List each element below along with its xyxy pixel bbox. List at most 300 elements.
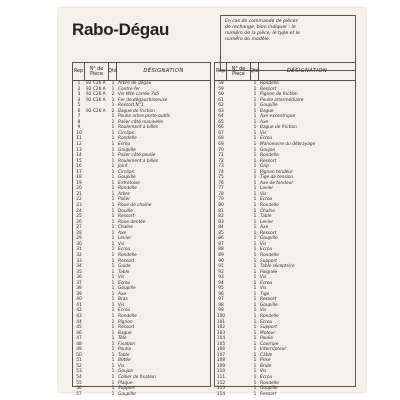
row-designation: Goupille: [260, 103, 278, 109]
header-ref: N° de Pièce: [85, 63, 109, 80]
row-designation: Rondelle: [260, 81, 279, 86]
row-designation: Vis: [118, 363, 125, 369]
row-qty: 1: [111, 275, 115, 281]
row-designation: Goujon: [260, 147, 276, 153]
row-qty: 1: [253, 247, 257, 253]
row-ref: 92 C26 A: [86, 108, 106, 114]
row-qty: 1: [253, 291, 257, 297]
header-rep: Rep: [215, 63, 227, 80]
row-qty: 1: [111, 319, 115, 325]
row-qty: 1: [253, 114, 257, 120]
row-qty: 1: [253, 186, 257, 192]
row-rep: 79: [218, 197, 224, 203]
row-rep: 29: [76, 236, 82, 242]
row-ref: [85, 392, 109, 398]
row-rep: 37: [76, 280, 82, 286]
row-rep: 33: [76, 258, 82, 264]
row-rep: 94: [218, 280, 224, 286]
row-rep: 28: [76, 230, 82, 236]
header-qty: Qté: [109, 63, 117, 80]
row-rep: 7: [77, 114, 81, 120]
row-designation: Rondelle: [260, 203, 279, 209]
row-qty: 1: [111, 103, 115, 109]
row-rep: 36: [76, 275, 82, 281]
row-rep: 44: [76, 319, 82, 325]
row-qty: 1: [111, 286, 115, 292]
row-designation: Vis: [260, 191, 267, 197]
row-qty: 1: [253, 363, 257, 369]
row-designation: Moteur: [260, 330, 276, 336]
row-rep: 96: [218, 291, 224, 297]
row-qty: 1: [111, 302, 115, 308]
row-designation: Goupille: [260, 236, 278, 242]
row-qty: 1: [253, 308, 257, 314]
row-rep: 111: [216, 374, 226, 380]
row-rep: 85: [218, 230, 224, 236]
row-rep: 102: [216, 325, 226, 331]
row-qty: 1: [111, 352, 115, 358]
row-qty: 1: [111, 119, 115, 125]
row-rep: 87: [218, 241, 224, 247]
row-ref: 92 C26 A: [86, 97, 106, 103]
row-designation: Levier: [118, 236, 132, 242]
row-rep: 58: [218, 81, 224, 86]
row-designation: Rondelle: [118, 186, 137, 192]
row-designation: Pignon tendeur: [260, 169, 293, 175]
header-rep: Rep: [73, 63, 85, 80]
row-rep: 22: [76, 197, 82, 203]
row-designation: Support: [118, 386, 135, 392]
row-rep: 31: [76, 247, 82, 253]
row-qty: 1: [253, 358, 257, 364]
row-rep: 39: [76, 291, 82, 297]
row-rep: 16: [76, 164, 82, 170]
row-rep: 5: [77, 103, 81, 109]
row-rep: 1: [77, 81, 81, 86]
header-designation: DÉSIGNATION: [143, 68, 184, 74]
row-rep: 97: [218, 297, 224, 303]
row-rep: 24: [76, 208, 82, 214]
row-designation: Roulement à billes: [118, 158, 158, 164]
row-designation: Palier côté manivelle: [118, 119, 164, 125]
row-qty: 1: [111, 158, 115, 164]
row-designation: Pignon de friction: [260, 92, 298, 98]
row-rep: 9: [77, 125, 81, 131]
row-qty: 1: [111, 374, 115, 380]
row-designation: Ressort: [118, 325, 135, 331]
row-qty: 1: [111, 230, 115, 236]
row-qty: 1: [111, 363, 115, 369]
row-designation: Joint: [118, 164, 128, 170]
row-designation: Axe de tendeur: [260, 180, 294, 186]
row-designation: Ecrou: [260, 247, 273, 253]
row-rep: 112: [216, 380, 226, 386]
row-qty: 1: [111, 247, 115, 253]
row-qty: 1: [111, 264, 115, 270]
row-designation: Courroie: [260, 341, 279, 347]
table-row: [73, 392, 210, 398]
row-designation: Ressort N°1: [118, 103, 144, 109]
row-designation: Goupille: [118, 391, 136, 397]
row-designation: Goupille: [118, 286, 136, 292]
row-qty: 1: [253, 280, 257, 286]
row-designation: Rondelle: [118, 252, 137, 258]
row-designation: Arbre de dégau: [118, 81, 152, 86]
row-rep: 19: [76, 180, 82, 186]
table-body-left: [73, 81, 210, 397]
row-qty: 1: [111, 219, 115, 225]
row-designation: Collier de fixation: [118, 374, 156, 380]
row-designation: Ecrou: [260, 136, 273, 142]
row-designation: Goujon: [118, 369, 134, 375]
row-qty: 1: [111, 291, 115, 297]
row-designation: Axe: [118, 230, 127, 236]
row-designation: Goupille: [118, 147, 136, 153]
row-rep: 92: [218, 269, 224, 275]
row-designation: Rondelle: [260, 380, 279, 386]
row-rep: 4: [77, 97, 81, 103]
row-rep: 8: [77, 119, 81, 125]
row-designation: Plaque: [118, 380, 133, 386]
row-qty: 1: [111, 269, 115, 275]
row-designation: Palier: [118, 197, 131, 203]
row-designation: Vis: [118, 275, 125, 281]
row-rep: 35: [76, 269, 82, 275]
row-rep: 52: [76, 363, 82, 369]
row-qty: 2: [111, 108, 115, 114]
row-designation: Ressort: [118, 214, 135, 220]
row-qty: 1: [253, 391, 257, 397]
row-rep: 41: [76, 302, 82, 308]
row-qty: 1: [253, 203, 257, 209]
row-designation: Vis: [260, 241, 267, 247]
row-qty: 1: [253, 369, 257, 375]
row-designation: Manoeuvre du débrayage: [260, 142, 316, 148]
row-rep: 15: [76, 158, 82, 164]
row-rep: 89: [218, 252, 224, 258]
row-qty: 1: [111, 391, 115, 397]
row-qty: 1: [111, 147, 115, 153]
row-rep: 107: [216, 352, 226, 358]
row-qty: 1: [111, 186, 115, 192]
row-designation: Ressort: [260, 86, 277, 92]
row-designation: Fer de dégauchisseuse: [118, 97, 168, 103]
row-designation: Vis: [260, 275, 267, 281]
row-designation: Câble: [260, 352, 273, 358]
row-designation: Tige: [260, 291, 270, 297]
row-qty: 1: [111, 325, 115, 331]
row-designation: Bague de friction: [260, 125, 297, 131]
row-rep: 14: [76, 153, 82, 159]
row-rep: 53: [76, 369, 82, 375]
row-qty: 1: [253, 142, 257, 148]
notice-line: numéro de la pièce, le type et le: [225, 31, 300, 36]
header-ref: N° de Pièce: [227, 63, 251, 80]
row-rep: 98: [218, 302, 224, 308]
row-designation: Poulie arbre porte-outils: [118, 114, 170, 120]
table-header: [73, 63, 210, 81]
row-designation: Douille: [118, 208, 133, 214]
row-rep: 93: [218, 275, 224, 281]
row-rep: 11: [76, 136, 82, 142]
row-designation: Table réceptrice: [260, 264, 295, 270]
row-qty: 1: [253, 180, 257, 186]
row-rep: 43: [76, 313, 82, 319]
row-designation: Arbre: [118, 191, 130, 197]
row-designation: Vis: [260, 369, 267, 375]
row-rep: 113: [216, 386, 226, 392]
row-qty: 1: [253, 236, 257, 242]
row-qty: 1: [111, 81, 115, 86]
row-qty: 1: [111, 164, 115, 170]
row-qty: 1: [111, 252, 115, 258]
row-ref: [227, 392, 251, 398]
row-rep: 47: [76, 336, 82, 342]
row-designation: Tôle: [118, 336, 127, 342]
row-qty: 1: [253, 341, 257, 347]
row-rep: 65: [218, 119, 224, 125]
row-designation: Circlips: [118, 130, 134, 136]
row-designation: Ecrou: [260, 374, 273, 380]
row-qty: 1: [111, 225, 115, 231]
row-rep: 108: [216, 358, 226, 364]
row-designation: Prise: [260, 358, 271, 364]
row-rep: 81: [218, 208, 224, 214]
row-designation: Levier: [260, 219, 274, 225]
row-rep: 63: [218, 108, 224, 114]
table-row: [215, 392, 355, 398]
row-designation: Poulie: [118, 347, 131, 353]
row-qty: 1: [111, 347, 115, 353]
row-rep: 70: [218, 147, 224, 153]
row-qty: 1: [253, 352, 257, 358]
row-qty: 1: [253, 130, 257, 136]
row-qty: 1: [111, 297, 115, 303]
row-rep: 34: [76, 264, 82, 270]
table-body-right: [215, 81, 355, 397]
row-designation: Ecrou: [118, 308, 131, 314]
row-qty: 1: [111, 169, 115, 175]
notice-line: de rechange, bien indiquer : le: [225, 25, 296, 30]
row-qty: 1: [253, 164, 257, 170]
row-rep: 30: [76, 241, 82, 247]
row-qty: 1: [111, 153, 115, 159]
row-qty: 1: [253, 386, 257, 392]
row-rep: 13: [76, 147, 82, 153]
row-qty: 1: [253, 225, 257, 231]
row-qty: 1: [253, 86, 257, 92]
row-rep: 101: [216, 319, 226, 325]
row-designation: Poignée: [260, 269, 278, 275]
row-qty: 1: [253, 219, 257, 225]
row-rep: 83: [218, 219, 224, 225]
row-rep: 66: [218, 125, 224, 131]
row-designation: Bras: [118, 297, 128, 303]
row-rep: 88: [218, 247, 224, 253]
row-designation: Axe: [260, 119, 269, 125]
row-rep: 80: [218, 203, 224, 209]
row-qty: 1: [253, 191, 257, 197]
row-rep: 59: [218, 86, 224, 92]
notice-line: numéro du modèle.: [225, 37, 271, 42]
row-rep: 55: [76, 380, 82, 386]
row-designation: Roue de chaîne: [118, 203, 152, 209]
row-rep: 78: [218, 191, 224, 197]
row-qty: 1: [253, 336, 257, 342]
row-rep: 57: [76, 391, 82, 397]
row-designation: Ecrou: [260, 319, 273, 325]
row-designation: Chaîne: [260, 208, 275, 214]
row-designation: Ressort: [260, 230, 277, 236]
row-designation: Rondelle: [260, 153, 279, 159]
row-qty: 1: [253, 92, 257, 98]
row-qty: 1: [111, 136, 115, 142]
row-rep: 23: [76, 203, 82, 209]
row-qty: 1: [253, 136, 257, 142]
row-qty: 1: [253, 302, 257, 308]
row-qty: 1: [253, 319, 257, 325]
row-qty: 1: [111, 97, 115, 103]
row-rep: 12: [76, 142, 82, 148]
row-rep: 71: [218, 153, 224, 159]
row-designation: Ecrou: [118, 142, 131, 148]
row-designation: Butée: [118, 358, 131, 364]
row-designation: Vis tête carrée 7x5: [118, 92, 159, 98]
row-designation: Rondelle: [260, 252, 279, 258]
row-designation: Roue dentée: [118, 219, 146, 225]
row-rep: 72: [218, 158, 224, 164]
row-qty: 1: [253, 252, 257, 258]
row-designation: Rondelle: [118, 313, 137, 319]
row-rep: 51: [76, 358, 82, 364]
row-qty: 1: [253, 108, 257, 114]
row-qty: 1: [253, 208, 257, 214]
header-qty: Qté: [251, 63, 259, 80]
row-ref: 92 C26 A: [86, 81, 106, 86]
row-designation: Ressort: [118, 258, 135, 264]
row-rep: 73: [218, 164, 224, 170]
row-qty: 1: [253, 169, 257, 175]
row-qty: 1: [253, 175, 257, 181]
row-rep: 26: [76, 219, 82, 225]
row-designation: Support: [260, 258, 277, 264]
row-rep: 46: [76, 330, 82, 336]
row-designation: Bague: [118, 330, 132, 336]
row-designation: Levier: [260, 186, 274, 192]
row-qty: 1: [253, 97, 257, 103]
row-rep: 32: [76, 252, 82, 258]
row-designation: Guide: [118, 264, 131, 270]
row-rep: 77: [218, 186, 224, 192]
row-rep: 6: [77, 108, 81, 114]
row-rep: 64: [218, 114, 224, 120]
row-qty: 1: [111, 241, 115, 247]
row-rep: 2: [77, 86, 81, 92]
row-qty: 1: [253, 153, 257, 159]
row-designation: Rondelle: [260, 313, 279, 319]
row-designation: Goupille: [260, 302, 278, 308]
row-designation: Bride: [260, 363, 272, 369]
row-rep: 21: [76, 191, 82, 197]
row-designation: Contre-fer: [118, 86, 140, 92]
row-designation: Table: [260, 214, 272, 220]
row-qty: 1: [111, 258, 115, 264]
row-designation: Axe: [260, 225, 269, 231]
row-rep: 61: [218, 97, 224, 103]
row-rep: 82: [218, 214, 224, 220]
row-rep: 110: [216, 369, 226, 375]
row-qty: 1: [253, 119, 257, 125]
row-rep: 109: [216, 363, 226, 369]
row-designation: Entretoise: [118, 180, 140, 186]
row-qty: 1: [111, 86, 115, 92]
row-rep: 54: [76, 374, 82, 380]
row-qty: 1: [111, 175, 115, 181]
row-designation: Pignon: [118, 319, 133, 325]
row-rep: 18: [76, 175, 82, 181]
row-rep: 75: [218, 175, 224, 181]
parts-table-left: [72, 62, 211, 397]
row-qty: 1: [253, 297, 257, 303]
row-qty: 1: [111, 142, 115, 148]
row-qty: 1: [253, 241, 257, 247]
row-designation: Vis: [260, 130, 267, 136]
row-designation: Vis: [260, 308, 267, 314]
row-rep: 42: [76, 308, 82, 314]
row-designation: Table: [118, 269, 130, 275]
row-qty: 1: [111, 180, 115, 186]
row-rep: 100: [216, 313, 226, 319]
row-qty: 1: [111, 358, 115, 364]
row-qty: 1: [111, 369, 115, 375]
row-qty: 1: [253, 347, 257, 353]
row-designation: Goupille: [118, 175, 136, 181]
row-rep: 105: [216, 341, 226, 347]
row-qty: 1: [111, 280, 115, 286]
row-designation: Poulie: [260, 336, 273, 342]
row-designation: Ressort: [260, 391, 277, 397]
row-qty: 1: [253, 197, 257, 203]
row-qty: 1: [253, 147, 257, 153]
parts-table-right: [214, 62, 356, 397]
row-qty: 1: [111, 336, 115, 342]
row-designation: Support: [260, 325, 277, 331]
row-qty: 1: [111, 214, 115, 220]
row-designation: Bague: [260, 108, 274, 114]
row-qty: 2: [111, 92, 115, 98]
header-designation: DÉSIGNATION: [286, 68, 328, 74]
row-qty: 1: [253, 258, 257, 264]
row-designation: Axe excentrique: [260, 114, 296, 120]
row-qty: 1: [253, 81, 257, 86]
row-rep: 25: [76, 214, 82, 220]
row-designation: Ressort: [260, 158, 277, 164]
row-designation: Roulement à billes: [118, 125, 158, 131]
row-qty: 1: [111, 330, 115, 336]
row-qty: 1: [253, 214, 257, 220]
row-qty: 1: [253, 125, 257, 131]
parts-list-sheet: [58, 8, 366, 397]
row-rep: 20: [76, 186, 82, 192]
row-rep: 84: [218, 225, 224, 231]
row-designation: Palier côté poulie: [118, 153, 156, 159]
row-designation: Rondelle: [118, 136, 137, 142]
row-rep: 91: [218, 264, 224, 270]
row-rep: 3: [77, 92, 81, 98]
row-rep: 90: [218, 258, 224, 264]
row-qty: 1: [111, 130, 115, 136]
row-qty: 1: [111, 197, 115, 203]
